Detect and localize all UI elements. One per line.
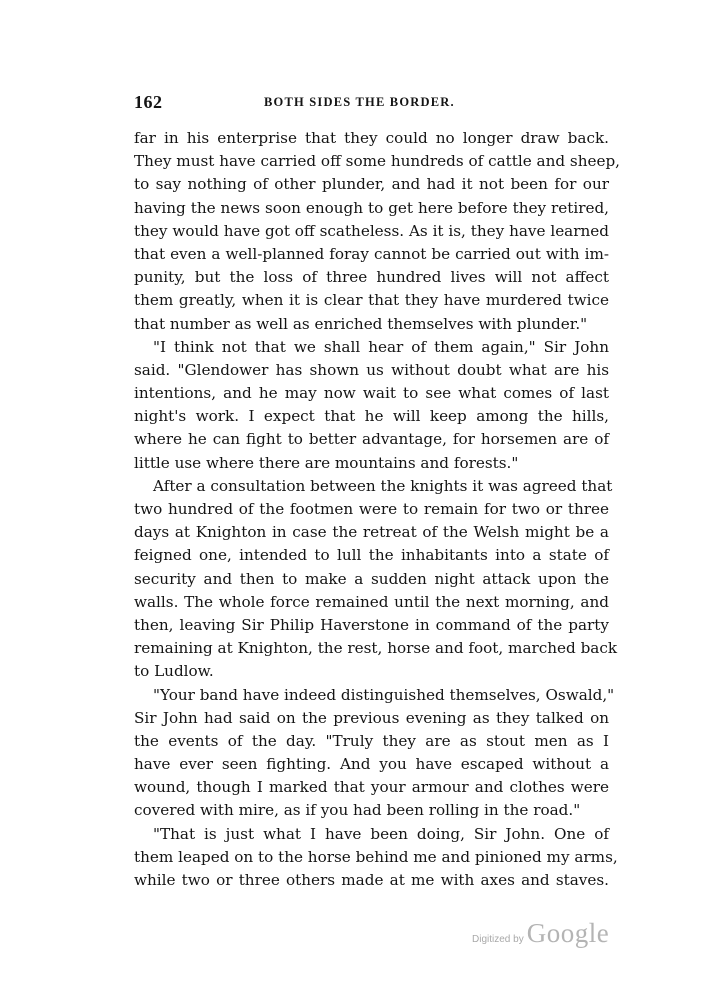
text-line: wound, though I marked that your armour and clothes were (134, 778, 609, 797)
watermark-prefix: Digitized by (472, 934, 524, 945)
text-line: remaining at Knighton, the rest, horse and foot, marched back (134, 639, 618, 658)
text-line: They must have carried off some hundreds of cattle and sheep, (134, 152, 621, 171)
text-line: where he can fight to better advantage, for horsemen are of (134, 430, 609, 449)
google-logo: Google (526, 918, 610, 948)
text-line: "That is just what I have been doing, Sir John. One of (153, 824, 609, 843)
text-line: covered with mire, as if you had been rolling in the road." (134, 801, 581, 820)
text-line: to say nothing of other plunder, and had it not been for our (134, 175, 609, 194)
text-line: said. "Glendower has shown us without doubt what are his (134, 360, 609, 379)
text-line: punity, but the loss of three hundred lives will not affect (134, 268, 609, 287)
text-line: night's work. I expect that he will keep among the hills, (134, 407, 609, 426)
text-line: security and then to make a sudden night attack upon the (134, 569, 609, 588)
page-number: 162 (134, 92, 163, 112)
text-line: After a consultation between the knights it was agreed that (153, 476, 613, 495)
body-text (134, 127, 621, 892)
text-line: have ever seen fighting. And you have escaped without a (134, 755, 609, 774)
text-line: to Ludlow. (134, 662, 214, 681)
text-line: "Your band have indeed distinguished themselves, Oswald," (153, 685, 615, 704)
text-line: walls. The whole force remained until the next morning, and (134, 592, 609, 611)
text-line: feigned one, intended to lull the inhabitants into a state of (134, 546, 609, 565)
text-line: they would have got off scatheless. As it is, they have learned (134, 221, 609, 240)
text-line: having the news soon enough to get here before they retired, (134, 198, 609, 217)
text-line: little use where there are mountains and forests." (134, 453, 519, 472)
text-line: days at Knighton in case the retreat of the Welsh might be a (134, 523, 609, 542)
text-line: them leaped on to the horse behind me and pinioned my arms, (134, 847, 618, 866)
text-line: them greatly, when it is clear that they have murdered twice (134, 291, 609, 310)
page-header (134, 92, 610, 116)
digitization-watermark (472, 918, 609, 949)
text-line: then, leaving Sir Philip Haverstone in command of the party (134, 615, 609, 634)
text-line: that even a well-planned foray cannot be carried out with im- (134, 244, 609, 263)
text-line: intentions, and he may now wait to see what comes of last (134, 384, 609, 403)
text-line: that number as well as enriched themselves with plunder." (134, 314, 588, 333)
text-line: far in his enterprise that they could no longer draw back. (134, 129, 609, 147)
running-head: BOTH SIDES THE BORDER. (264, 95, 455, 109)
text-line: the events of the day. "Truly they are as stout men as I (134, 731, 609, 750)
text-line: "I think not that we shall hear of them again," Sir John (153, 337, 609, 356)
text-line: two hundred of the footmen were to remain for two or three (134, 500, 609, 518)
text-line: Sir John had said on the previous evening as they talked on (134, 708, 609, 727)
text-line: while two or three others made at me with axes and staves. (134, 871, 609, 889)
